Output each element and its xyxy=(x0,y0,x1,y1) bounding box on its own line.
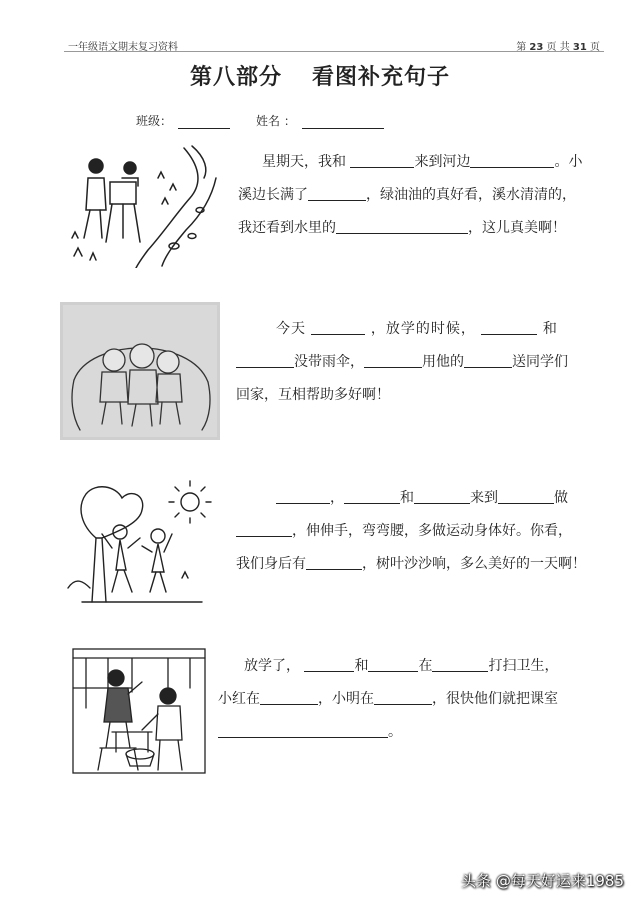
q4-blank-kid-b[interactable] xyxy=(368,656,418,672)
q4-blank-xiaoming[interactable] xyxy=(374,689,432,705)
q3-blank-behind[interactable] xyxy=(306,554,362,570)
q2-blank-student-b[interactable] xyxy=(236,352,294,368)
question-4: 放学了， 和 在 打扫卫生， 小红在 ，小明在 ，很快他们就把课室 。 xyxy=(218,658,559,740)
class-blank[interactable] xyxy=(178,116,230,129)
q3-blank-activity[interactable] xyxy=(236,521,292,537)
header-divider xyxy=(64,51,604,52)
class-label: 班级： xyxy=(136,114,173,128)
total-pages: 31 xyxy=(572,42,587,53)
q2-blank-item[interactable] xyxy=(464,352,512,368)
q3-blank-kid-b[interactable] xyxy=(414,488,470,504)
q2-blank-weather[interactable] xyxy=(311,319,365,335)
exercise-drawing xyxy=(62,478,222,608)
q3-blank-place[interactable] xyxy=(498,488,554,504)
q4-blank-kid-a[interactable] xyxy=(304,656,354,672)
class-field xyxy=(136,112,230,129)
q4-blank-xiaohong[interactable] xyxy=(260,689,318,705)
question-2: 今天 ，放学的时候， 和 没带雨伞， 用他的 送同学们 回家，互相帮助多好啊！ xyxy=(236,321,568,403)
page-title xyxy=(0,60,640,91)
cleaning-drawing xyxy=(72,648,206,774)
section-name: 看图补充句子 xyxy=(312,64,451,90)
q3-blank-time[interactable] xyxy=(276,488,330,504)
watermark: 头条 @每天好运来1985 xyxy=(461,872,624,890)
q1-blank-activity[interactable] xyxy=(470,152,554,168)
name-label: 姓名 ： xyxy=(256,114,296,128)
header-page-info: 第 23 页 共 31 页 xyxy=(516,42,600,53)
question-1: 星期天，我和 来到河边 。小 溪边长满了 ，绿油油的真好看，溪水清清的， 我还看到水里的 ，这儿真美啊！ xyxy=(238,154,583,236)
q2-blank-helper[interactable] xyxy=(364,352,422,368)
header-doc-title: 一年级语文期末复习资料 xyxy=(68,42,178,53)
q1-blank-plants[interactable] xyxy=(308,185,366,201)
riverside-drawing xyxy=(66,138,222,268)
section-number: 第八部分 xyxy=(189,64,282,90)
q1-blank-companion[interactable] xyxy=(350,152,414,168)
name-field xyxy=(256,112,384,129)
name-blank[interactable] xyxy=(302,116,384,129)
q1-blank-water[interactable] xyxy=(336,218,468,234)
umbrella-picture xyxy=(60,302,220,440)
q4-blank-result[interactable] xyxy=(218,722,388,738)
question-3: ， 和 来到 做 ，伸伸手，弯弯腰，多做运动身体好。你看， 我们身后有 ，树叶沙沙响，多么美好的一天啊！ xyxy=(236,490,586,572)
q3-blank-kid-a[interactable] xyxy=(344,488,400,504)
current-page-number: 23 xyxy=(529,42,544,53)
q4-blank-place[interactable] xyxy=(432,656,488,672)
q2-blank-student-a[interactable] xyxy=(481,319,537,335)
